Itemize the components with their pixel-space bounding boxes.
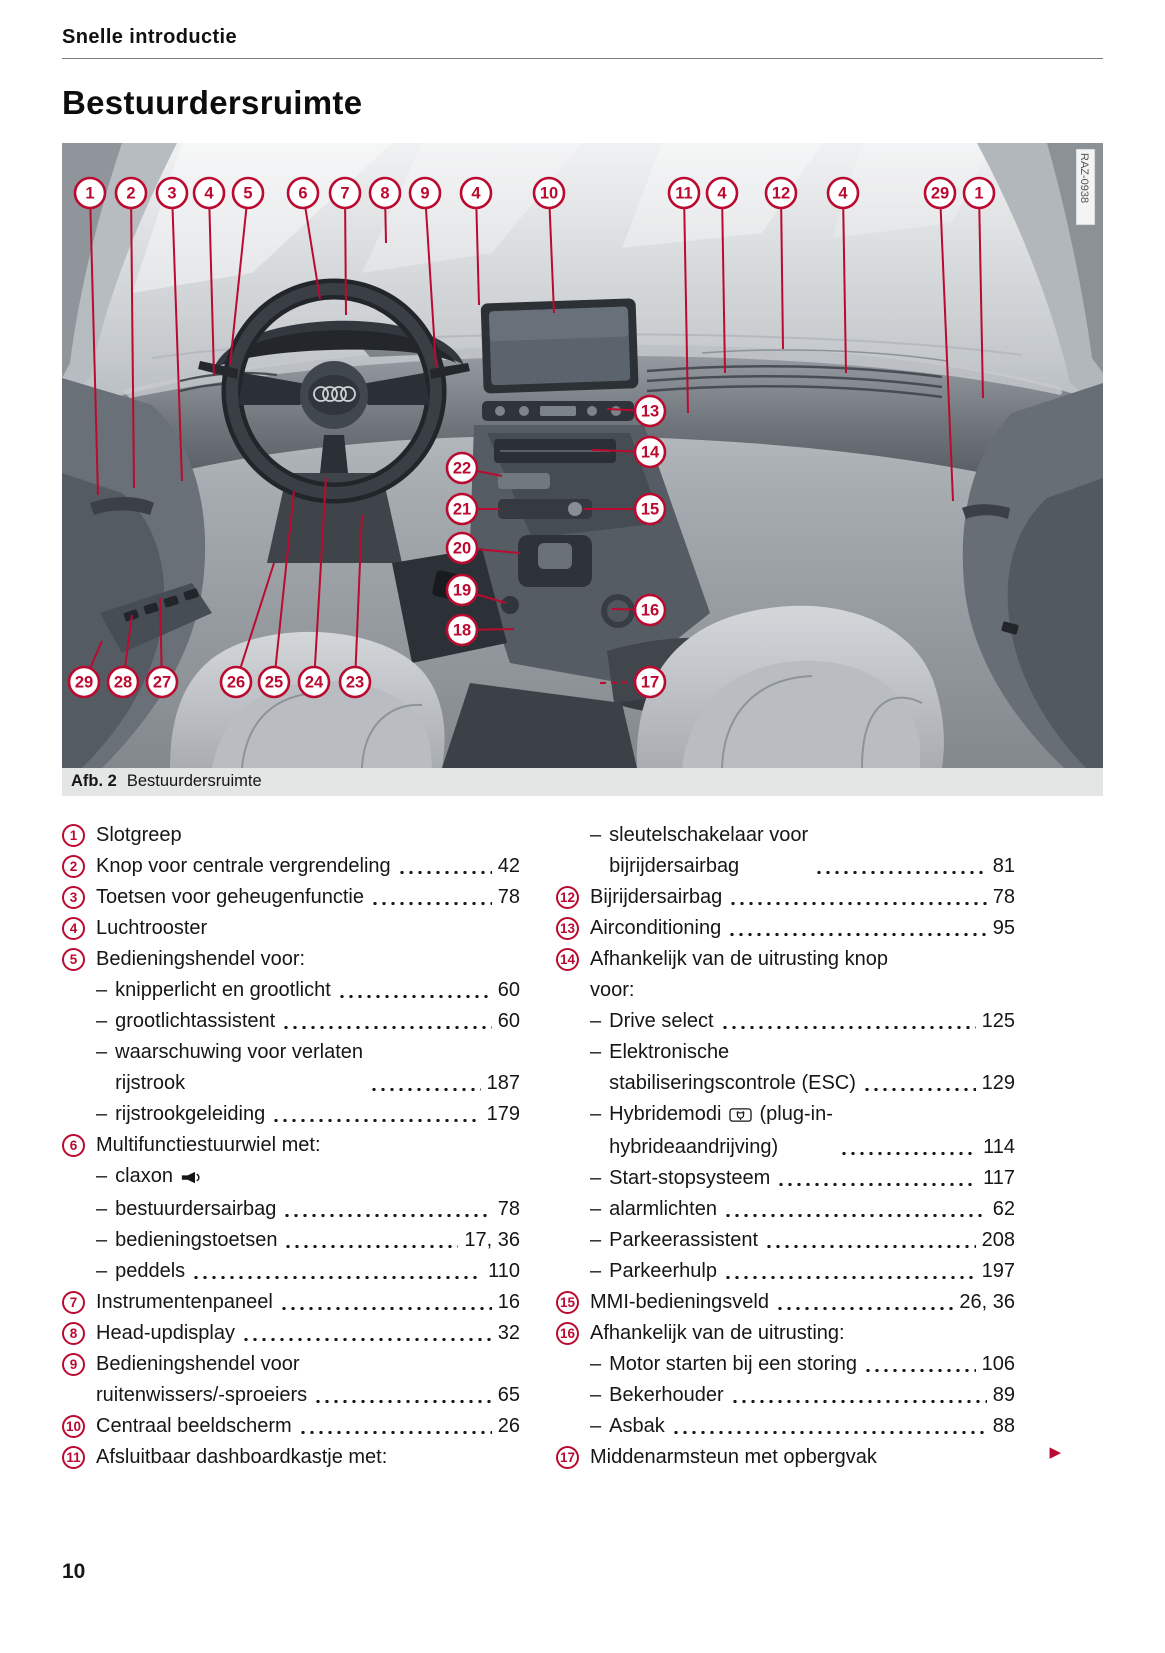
item-label: claxon — [115, 1161, 203, 1194]
item-label: Slotgreep — [96, 824, 182, 846]
legend-subitem — [556, 1225, 1103, 1256]
item-page-number: 129 — [981, 1072, 1015, 1094]
figure-callout-7 — [330, 178, 360, 208]
figure-callout-4 — [194, 178, 224, 208]
dot-leader — [194, 1276, 482, 1279]
item-page-number: 197 — [981, 1260, 1015, 1282]
figure-callout-4 — [461, 178, 491, 208]
item-number-circle: 10 — [62, 1415, 85, 1438]
dash-marker: – — [590, 1103, 602, 1125]
item-label: Toetsen voor geheugenfunctie — [96, 886, 364, 908]
dot-leader — [372, 1088, 481, 1091]
legend-subitem — [62, 975, 520, 1006]
svg-text:18: 18 — [452, 621, 472, 640]
svg-text:29: 29 — [74, 673, 94, 692]
dot-leader — [767, 1245, 976, 1248]
figure-callout-5 — [233, 178, 263, 208]
item-label: bestuurdersairbag — [115, 1198, 277, 1220]
dot-leader — [286, 1245, 458, 1248]
dot-leader — [730, 933, 987, 936]
legend-item — [62, 851, 520, 882]
svg-text:12: 12 — [771, 184, 791, 203]
legend-subitem — [556, 1099, 1103, 1163]
legend-item — [62, 944, 520, 975]
dot-leader — [373, 902, 492, 905]
item-number-circle: 8 — [62, 1322, 85, 1345]
item-label: Hybridemodi (plug-in- hybrideaandrijving) — [609, 1103, 833, 1158]
svg-text:4: 4 — [471, 184, 481, 203]
page-number: 10 — [62, 1560, 86, 1583]
legend-item — [556, 944, 1103, 1006]
svg-text:4: 4 — [717, 184, 727, 203]
item-label: Knop voor centrale vergrendeling — [96, 855, 391, 877]
figure-callout-10 — [534, 178, 564, 208]
item-label: Centraal beeldscherm — [96, 1415, 292, 1437]
svg-text:27: 27 — [152, 673, 172, 692]
svg-text:6: 6 — [298, 184, 308, 203]
item-page-number: 17, 36 — [464, 1229, 520, 1251]
svg-text:21: 21 — [452, 500, 472, 519]
legend-subitem — [556, 1380, 1103, 1411]
figure-callout-27 — [147, 667, 177, 697]
svg-text:4: 4 — [204, 184, 214, 203]
item-label: Middenarmsteun met opbergvak — [590, 1446, 877, 1468]
figure-callout-3 — [157, 178, 187, 208]
svg-text:4: 4 — [838, 184, 848, 203]
svg-text:19: 19 — [452, 581, 472, 600]
item-number-circle: 5 — [62, 948, 85, 971]
item-page-number: 78 — [992, 886, 1015, 908]
legend — [62, 820, 1103, 1473]
item-number-circle: 11 — [62, 1446, 85, 1469]
cockpit-illustration — [62, 143, 1103, 768]
legend-column-left — [62, 820, 520, 1473]
item-label: knipperlicht en grootlicht — [115, 979, 331, 1001]
svg-text:14: 14 — [640, 443, 660, 462]
legend-item — [62, 1349, 520, 1411]
item-page-number: 89 — [992, 1384, 1015, 1406]
dash-marker: – — [96, 1229, 108, 1251]
figure-callout-15 — [635, 494, 665, 524]
dot-leader — [778, 1307, 953, 1310]
figure-callout-12 — [766, 178, 796, 208]
figure-callout-14 — [635, 437, 665, 467]
figure-callout-29 — [925, 178, 955, 208]
item-label: Head-updisplay — [96, 1322, 235, 1344]
dash-marker: – — [590, 1010, 602, 1032]
figure-callout-1 — [75, 178, 105, 208]
figure-callout-13 — [635, 396, 665, 426]
figure-callout-26 — [221, 667, 251, 697]
legend-item — [556, 882, 1103, 913]
legend-item — [62, 1130, 520, 1161]
legend-subitem — [556, 820, 1103, 882]
dash-marker: – — [590, 1198, 602, 1220]
figure-callout-25 — [259, 667, 289, 697]
item-label: Airconditioning — [590, 917, 722, 939]
item-label: MMI-bedieningsveld — [590, 1291, 769, 1313]
section-header — [62, 26, 1103, 59]
item-label: Drive select — [609, 1010, 714, 1032]
svg-text:8: 8 — [380, 184, 390, 203]
dot-leader — [284, 1026, 492, 1029]
horn-icon — [181, 1163, 202, 1194]
item-label: rijstrookgeleiding — [115, 1103, 266, 1125]
dot-leader — [301, 1431, 492, 1434]
item-page-number: 60 — [497, 979, 520, 1001]
dot-leader — [726, 1214, 987, 1217]
item-page-number: 208 — [981, 1229, 1015, 1251]
figure-callout-6 — [288, 178, 318, 208]
legend-subitem — [556, 1163, 1103, 1194]
legend-subitem — [556, 1006, 1103, 1037]
legend-subitem — [556, 1256, 1103, 1287]
dot-leader — [285, 1214, 491, 1217]
plug-in-hybrid-icon — [729, 1101, 752, 1132]
dash-marker: – — [590, 1415, 602, 1437]
figure-callout-11 — [669, 178, 699, 208]
item-number-circle: 1 — [62, 824, 85, 847]
item-number-circle: 13 — [556, 917, 579, 940]
svg-text:20: 20 — [452, 539, 472, 558]
dot-leader — [865, 1088, 976, 1091]
item-label: alarmlichten — [609, 1198, 717, 1220]
item-label: Instrumentenpaneel — [96, 1291, 273, 1313]
svg-text:25: 25 — [264, 673, 284, 692]
item-page-number: 110 — [488, 1260, 520, 1282]
figure-callout-28 — [108, 667, 138, 697]
dash-marker: – — [96, 1165, 108, 1187]
page-title: Bestuurdersruimte — [62, 84, 363, 121]
item-number-circle: 16 — [556, 1322, 579, 1345]
figure-callout-19 — [447, 575, 477, 605]
dot-leader — [779, 1183, 977, 1186]
cockpit-figure — [62, 143, 1103, 796]
svg-text:11: 11 — [675, 184, 693, 203]
svg-text:1: 1 — [85, 184, 95, 203]
dot-leader — [282, 1307, 492, 1310]
item-page-number: 88 — [992, 1415, 1015, 1437]
dot-leader — [723, 1026, 976, 1029]
dash-marker: – — [590, 1353, 602, 1375]
legend-subitem — [556, 1349, 1103, 1380]
item-number-circle: 6 — [62, 1134, 85, 1157]
dot-leader — [733, 1400, 987, 1403]
item-label: sleutelschakelaar voor bijrijdersairbag — [609, 824, 809, 877]
item-page-number: 26 — [497, 1415, 520, 1437]
svg-text:9: 9 — [420, 184, 430, 203]
svg-text:RAZ-0938: RAZ-0938 — [1078, 153, 1090, 204]
item-page-number: 42 — [497, 855, 520, 877]
continuation-arrow-icon: ▶ — [1049, 1444, 1061, 1461]
item-label: Start-stopsysteem — [609, 1167, 771, 1189]
svg-text:10: 10 — [539, 184, 559, 203]
dot-leader — [316, 1400, 492, 1403]
item-page-number: 81 — [992, 855, 1015, 877]
item-label: Afhankelijk van de uitrusting knop voor: — [590, 948, 888, 1001]
legend-item — [556, 1318, 1103, 1349]
dot-leader — [674, 1431, 987, 1434]
legend-subitem — [62, 1161, 520, 1194]
dash-marker: – — [96, 979, 108, 1001]
item-page-number: 60 — [497, 1010, 520, 1032]
dash-marker: – — [590, 824, 602, 846]
legend-item — [62, 913, 520, 944]
figure-callout-20 — [447, 533, 477, 563]
figure-callout-16 — [635, 595, 665, 625]
svg-text:1: 1 — [974, 184, 984, 203]
item-page-number: 65 — [497, 1384, 520, 1406]
item-label: Afhankelijk van de uitrusting: — [590, 1322, 845, 1344]
figure-callout-8 — [370, 178, 400, 208]
dot-leader — [731, 902, 986, 905]
item-number-circle: 7 — [62, 1291, 85, 1314]
section-title: Snelle introductie — [62, 26, 238, 48]
item-page-number: 78 — [497, 1198, 520, 1220]
item-label: Parkeerassistent — [609, 1229, 759, 1251]
svg-text:13: 13 — [640, 402, 660, 421]
item-page-number: 95 — [992, 917, 1015, 939]
item-label: Motor starten bij een storing — [609, 1353, 858, 1375]
item-label: bedieningstoetsen — [115, 1229, 278, 1251]
legend-subitem — [62, 1099, 520, 1130]
svg-text:16: 16 — [640, 601, 660, 620]
legend-item — [62, 1287, 520, 1318]
svg-text:26: 26 — [226, 673, 246, 692]
item-number-circle: 15 — [556, 1291, 579, 1314]
legend-item — [62, 820, 520, 851]
item-label: grootlichtassistent — [115, 1010, 276, 1032]
figure-callout-23 — [340, 667, 370, 697]
svg-text:23: 23 — [345, 673, 365, 692]
dot-leader — [340, 995, 492, 998]
dot-leader — [726, 1276, 976, 1279]
header-divider — [62, 58, 1103, 59]
dot-leader — [842, 1152, 977, 1155]
dash-marker: – — [96, 1010, 108, 1032]
figure-callout-2 — [116, 178, 146, 208]
figure-callout-9 — [410, 178, 440, 208]
svg-text:5: 5 — [243, 184, 253, 203]
svg-text:29: 29 — [930, 184, 950, 203]
legend-item — [62, 1442, 520, 1473]
item-label: Afsluitbaar dashboardkastje met: — [96, 1446, 388, 1468]
svg-text:3: 3 — [167, 184, 177, 203]
figure-callout-4 — [707, 178, 737, 208]
dash-marker: – — [96, 1041, 108, 1063]
item-label: Luchtrooster — [96, 917, 208, 939]
figure-callout-22 — [447, 453, 477, 483]
item-page-number: 32 — [497, 1322, 520, 1344]
dot-leader — [274, 1119, 480, 1122]
legend-subitem — [62, 1037, 520, 1099]
item-label: Elektronische stabiliseringscontrole (ESC) — [609, 1041, 856, 1094]
dash-marker: – — [96, 1260, 108, 1282]
legend-subitem — [556, 1411, 1103, 1442]
dot-leader — [400, 871, 492, 874]
svg-text:2: 2 — [126, 184, 136, 203]
legend-item — [556, 1287, 1103, 1318]
item-page-number: 187 — [486, 1072, 520, 1094]
dash-marker: – — [96, 1198, 108, 1220]
item-page-number: 62 — [992, 1198, 1015, 1220]
svg-text:22: 22 — [452, 459, 472, 478]
legend-subitem — [556, 1037, 1103, 1099]
item-label: Parkeerhulp — [609, 1260, 717, 1282]
dash-marker: – — [590, 1229, 602, 1251]
item-number-circle: 3 — [62, 886, 85, 909]
item-number-circle: 12 — [556, 886, 579, 909]
item-number-circle: 2 — [62, 855, 85, 878]
item-page-number: 16 — [497, 1291, 520, 1313]
item-page-number: 114 — [983, 1136, 1015, 1158]
dash-marker: – — [96, 1103, 108, 1125]
item-label: Bijrijdersairbag — [590, 886, 723, 908]
item-page-number: 125 — [981, 1010, 1015, 1032]
dash-marker: – — [590, 1384, 602, 1406]
legend-item — [556, 1442, 1103, 1473]
figure-code — [1076, 149, 1095, 225]
item-label: Asbak — [609, 1415, 665, 1437]
dot-leader — [817, 871, 987, 874]
figure-callout-1 — [964, 178, 994, 208]
legend-column-right — [556, 820, 1103, 1473]
item-label: peddels — [115, 1260, 186, 1282]
item-number-circle: 14 — [556, 948, 579, 971]
caption-text: Bestuurdersruimte — [126, 772, 262, 790]
item-number-circle: 17 — [556, 1446, 579, 1469]
item-page-number: 179 — [486, 1103, 520, 1125]
figure-callout-4 — [828, 178, 858, 208]
dot-leader — [244, 1338, 492, 1341]
figure-callout-17 — [635, 667, 665, 697]
figure-callout-29 — [69, 667, 99, 697]
item-number-circle: 4 — [62, 917, 85, 940]
legend-subitem — [62, 1194, 520, 1225]
dot-leader — [866, 1369, 976, 1372]
item-page-number: 26, 36 — [959, 1291, 1015, 1313]
legend-item — [62, 1411, 520, 1442]
legend-subitem — [62, 1006, 520, 1037]
item-page-number: 106 — [981, 1353, 1015, 1375]
legend-item — [62, 882, 520, 913]
svg-text:24: 24 — [304, 673, 324, 692]
figure-caption — [62, 768, 1103, 796]
legend-item — [62, 1318, 520, 1349]
legend-subitem — [62, 1225, 520, 1256]
legend-subitem — [62, 1256, 520, 1287]
item-label: Bedieningshendel voor: — [96, 948, 306, 970]
legend-item — [556, 913, 1103, 944]
item-page-number: 117 — [983, 1167, 1015, 1189]
svg-text:17: 17 — [640, 673, 660, 692]
item-label: Bekerhouder — [609, 1384, 724, 1406]
dash-marker: – — [590, 1041, 602, 1063]
legend-subitem — [556, 1194, 1103, 1225]
item-label: waarschuwing voor verlaten rijstrook — [115, 1041, 364, 1094]
caption-label: Afb. 2 — [71, 772, 117, 790]
item-label: Bedieningshendel voor ruitenwissers/-sproeiers — [96, 1353, 308, 1406]
svg-text:15: 15 — [640, 500, 660, 519]
dash-marker: – — [590, 1260, 602, 1282]
figure-callout-24 — [299, 667, 329, 697]
item-number-circle: 9 — [62, 1353, 85, 1376]
figure-callout-18 — [447, 615, 477, 645]
dash-marker: – — [590, 1167, 602, 1189]
svg-text:7: 7 — [340, 184, 350, 203]
item-page-number: 78 — [497, 886, 520, 908]
svg-text:28: 28 — [113, 673, 133, 692]
figure-callout-21 — [447, 494, 477, 524]
item-label: Multifunctiestuurwiel met: — [96, 1134, 321, 1156]
